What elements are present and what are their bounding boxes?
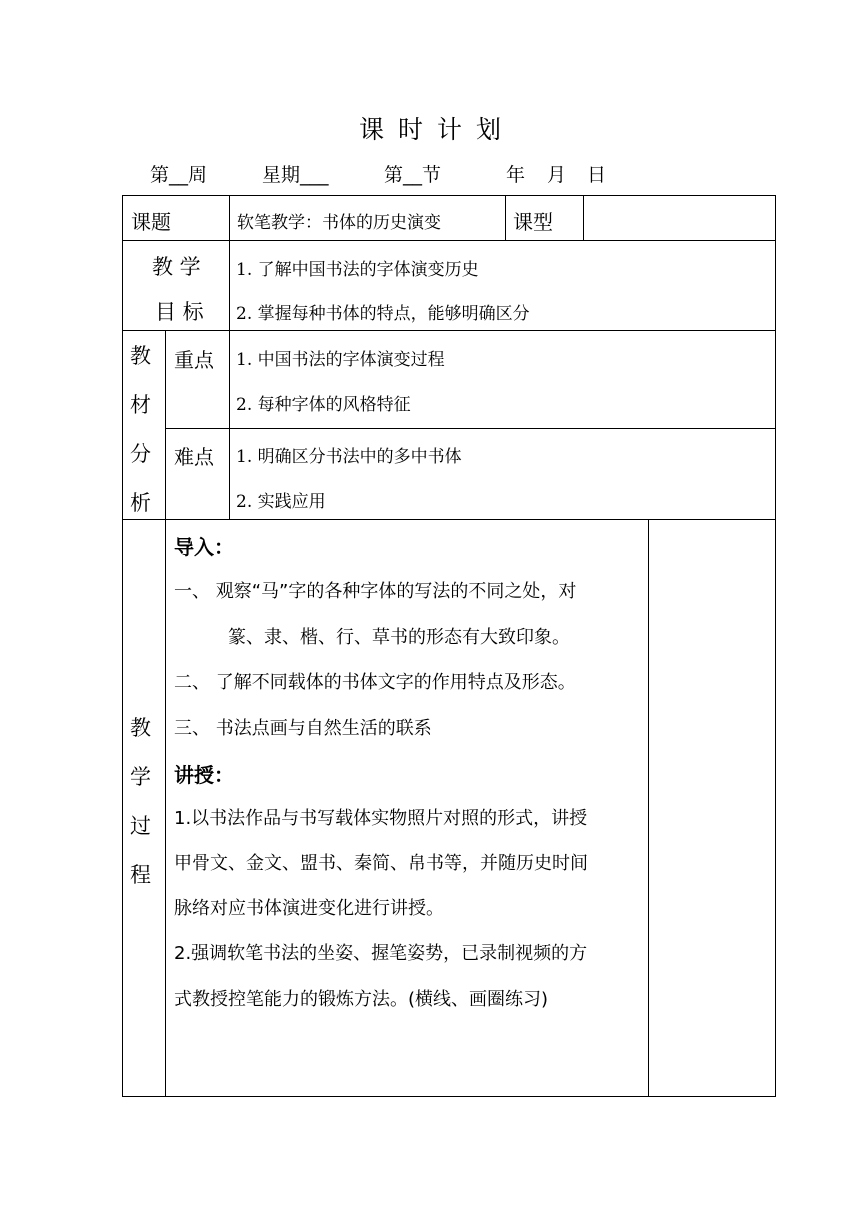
goals-label-line1: 教 学 (152, 255, 201, 279)
intro-item: 二、 了解不同载体的书体文字的作用特点及形态。 (174, 672, 576, 693)
meta-weekday: 星期___ (262, 164, 329, 186)
goal-item: 1. 了解中国书法的字体演变历史 (236, 260, 479, 280)
difficult-points-label: 难点 (174, 445, 214, 469)
page-title: 课时计划 (358, 115, 515, 144)
topic-value: 软笔教学：书体的历史演变 (237, 213, 441, 233)
lesson-type-label: 课型 (513, 210, 553, 234)
meta-week: 第__周 (150, 164, 208, 186)
intro-heading: 导入： (174, 535, 234, 559)
meta-day: 日 (587, 164, 607, 186)
lecture-line: 1.以书法作品与书写载体实物照片对照的形式，讲授 (174, 808, 588, 829)
meta-month: 月 (547, 164, 567, 186)
lecture-line: 2.强调软笔书法的坐姿、握笔姿势，已录制视频的方 (174, 943, 588, 964)
meta-period: 第__节 (384, 164, 442, 186)
analysis-label: 教 材 分 析 (130, 344, 151, 515)
key-point-item: 2. 每种字体的风格特征 (236, 395, 411, 415)
key-points-label: 重点 (174, 348, 214, 372)
intro-item: 篆、隶、楷、行、草书的形态有大致印象。 (228, 627, 570, 648)
process-label: 教 学 过 程 (130, 716, 151, 887)
difficult-point-item: 2. 实践应用 (236, 492, 326, 512)
meta-year: 年 (506, 164, 526, 186)
goals-label-line2: 目 标 (155, 300, 204, 324)
intro-item: 三、 书法点画与自然生活的联系 (174, 718, 432, 739)
lecture-heading: 讲授： (174, 763, 234, 787)
lecture-line: 式教授控笔能力的锻炼方法。(横线、画圈练习) (174, 989, 549, 1010)
lecture-line: 甲骨文、金文、盟书、秦简、帛书等，并随历史时间 (174, 853, 588, 874)
goal-item: 2. 掌握每种书体的特点，能够明确区分 (236, 304, 530, 324)
topic-label: 课题 (131, 210, 171, 234)
difficult-point-item: 1. 明确区分书法中的多中书体 (236, 447, 462, 467)
key-point-item: 1. 中国书法的字体演变过程 (236, 350, 445, 370)
intro-item: 一、 观察“马”字的各种字体的写法的不同之处，对 (174, 581, 577, 602)
lecture-line: 脉络对应书体演进变化进行讲授。 (174, 898, 444, 919)
